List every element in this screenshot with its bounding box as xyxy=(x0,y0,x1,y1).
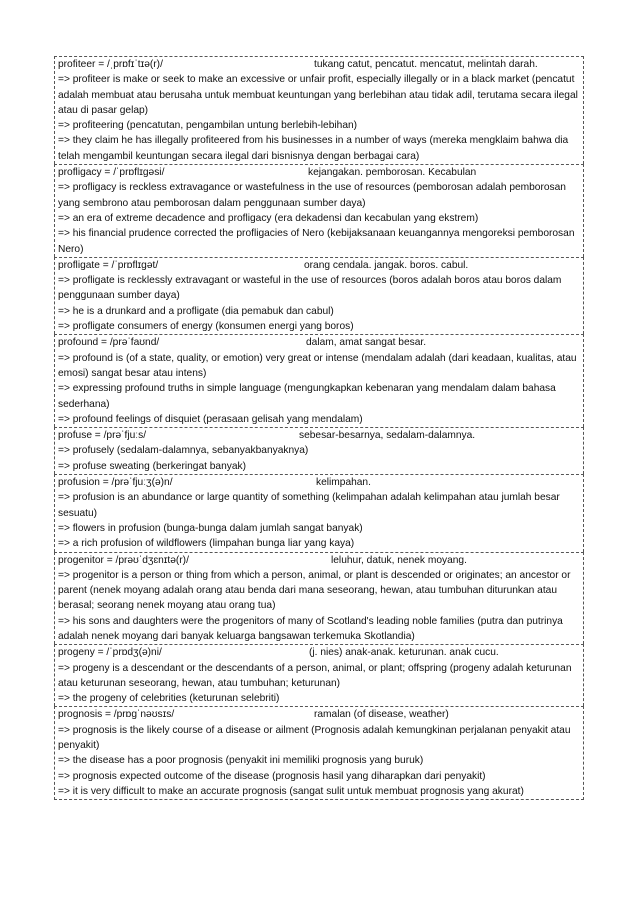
entry-translation: sebesar-besarnya, sedalam-dalamnya. xyxy=(299,430,476,442)
example-line: => profiteer is make or seek to make an excessive or unfair profit, especially illegally or in a black market (pencatut adalah membuat atau berusaha untuk membuat keuntungan yang berlebihan atau tidak adil, terutama secara ilegal atau di pasar gelap) xyxy=(58,74,578,116)
example-line: => it is very difficult to make an accurate prognosis (sangat sulit untuk membuat prognosis yang akurat) xyxy=(58,785,524,797)
example-line: => flowers in profusion (bunga-bunga dalam jumlah sangat banyak) xyxy=(58,522,363,534)
entry-header xyxy=(58,258,580,273)
headword-pronunciation: profiteer = /ˌprɒfɪˈtɪə(r)/ xyxy=(58,59,163,70)
example-line: => profuse sweating (berkeringat banyak) xyxy=(58,460,247,472)
example-line: => the disease has a poor prognosis (penyakit ini memiliki prognosis yang buruk) xyxy=(58,755,424,767)
entry-translation: dalam, amat sangat besar. xyxy=(306,337,427,349)
entry-translation: tukang catut, pencatut. mencatut, melintah darah. xyxy=(314,59,538,70)
entry-translation: (j. nies) anak-anak. keturunan. anak cucu. xyxy=(309,647,499,659)
example-line: => progenitor is a person or thing from which a person, animal, or plant is descended or originates; an ancestor or parent (nenek moyang adalah orang atau benda dari mana seseorang, hewan, atau tumbuhan diturunkan atau berasal; seorang nenek moyang atau orang tua) xyxy=(58,569,571,612)
example-line: => profligate is recklessly extravagant or wasteful in the use of resources (boros adalah boros atau boros dalam penggunaan sumber daya) xyxy=(58,275,562,302)
example-line: => profiteering (pencatutan, pengambilan untung berlebih-lebihan) xyxy=(58,120,358,132)
example-line: => a rich profusion of wildflowers (limpahan bunga liar yang kaya) xyxy=(58,538,355,550)
dictionary-entry xyxy=(54,474,584,551)
dictionary-entry xyxy=(54,164,584,257)
example-line: => profound is (of a state, quality, or emotion) very great or intense (mendalam adalah (dari keadaan, kualitas, atau emosi) sangat besar atau intens) xyxy=(58,352,577,379)
dictionary-entry xyxy=(54,334,584,427)
headword-pronunciation: profound = /prəˈfaʊnd/ xyxy=(58,337,160,349)
headword-pronunciation: profligate = /ˈprɒflɪɡət/ xyxy=(58,259,159,271)
example-line: => profligate consumers of energy (konsumen energi yang boros) xyxy=(58,321,354,333)
dictionary-entry xyxy=(54,706,584,800)
entry-header xyxy=(58,553,580,568)
example-line: => profound feelings of disquiet (perasaan gelisah yang mendalam) xyxy=(58,413,363,425)
example-line: => prognosis is the likely course of a disease or ailment (Prognosis adalah kemungkinan perjalanan penyakit atau penyakit) xyxy=(58,724,571,752)
entry-header xyxy=(58,707,580,722)
dictionary-entry xyxy=(54,427,584,474)
headword-pronunciation: profusion = /prəˈfjuːʒ(ə)n/ xyxy=(58,477,173,489)
example-line: => profusely (sedalam-dalamnya, sebanyakbanyaknya) xyxy=(58,445,309,457)
example-line: => his financial prudence corrected the profligacies of Nero (kebijaksanaan keuangannya mengoreksi pemborosan Nero) xyxy=(58,228,575,255)
entry-header xyxy=(58,165,580,180)
dictionary-entry xyxy=(54,552,584,645)
entry-translation: kejangakan. pemborosan. Kecabulan xyxy=(308,167,477,179)
headword-pronunciation: profuse = /prəˈfjuːs/ xyxy=(58,430,147,442)
example-line: => prognosis expected outcome of the disease (prognosis hasil yang diharapkan dari penyakit) xyxy=(58,770,486,782)
example-line: => profusion is an abundance or large quantity of something (kelimpahan adalah kelimpahan atau jumlah besar sesuatu) xyxy=(58,492,560,519)
example-line: => they claim he has illegally profiteered from his businesses in a number of ways (mereka mengklaim bahwa dia telah mengambil keuntungan secara ilegal dari bisnisnya dengan berbagai cara) xyxy=(58,135,569,162)
entry-header xyxy=(58,428,580,443)
example-line: => profligacy is reckless extravagance or wastefulness in the use of resources (pemborosan adalah pemborosan yang sembrono atau pemborosan dalam penggunaan sumber daya) xyxy=(58,182,566,209)
example-line: => the progeny of celebrities (keturunan selebriti) xyxy=(58,693,280,705)
headword-pronunciation: profligacy = /ˈprɒflɪɡəsi/ xyxy=(58,167,165,179)
example-line: => expressing profound truths in simple language (mengungkapkan kebenaran yang mendalam dalam bahasa sederhana) xyxy=(58,383,556,410)
entry-header xyxy=(58,57,580,72)
entry-header xyxy=(58,645,580,660)
example-line: => he is a drunkard and a profligate (dia pemabuk dan cabul) xyxy=(58,305,334,317)
entry-header xyxy=(58,335,580,350)
dictionary-entry xyxy=(54,56,584,164)
entry-translation: ramalan (of disease, weather) xyxy=(314,709,449,721)
example-line: => an era of extreme decadence and profligacy (era dekadensi dan kecabulan yang ekstrem) xyxy=(58,212,479,224)
example-line: => progeny is a descendant or the descendants of a person, animal, or plant; offspring (progeny adalah keturunan atau keturunan seseorang, hewan, atau tumbuhan; keturunan) xyxy=(58,662,572,689)
entry-translation: orang cendala. jangak. boros. cabul. xyxy=(304,259,469,271)
headword-pronunciation: progeny = /ˈprɒdʒ(ə)ni/ xyxy=(58,647,162,659)
headword-pronunciation: progenitor = /prəʊˈdʒɛnɪtə(r)/ xyxy=(58,554,189,566)
entry-translation: kelimpahan. xyxy=(316,477,371,489)
dictionary-entry xyxy=(54,644,584,706)
entry-header xyxy=(58,475,580,490)
vocabulary-sheet xyxy=(54,56,584,800)
example-line: => his sons and daughters were the progenitors of many of Scotland's leading noble families (putra dan putrinya adalah nenek moyang dari banyak keluarga bangsawan terkemuka Skotlandia) xyxy=(58,615,563,642)
headword-pronunciation: prognosis = /prɒɡˈnəʊsɪs/ xyxy=(58,709,175,721)
entry-translation: leluhur, datuk, nenek moyang. xyxy=(331,554,467,566)
dictionary-entry xyxy=(54,257,584,334)
